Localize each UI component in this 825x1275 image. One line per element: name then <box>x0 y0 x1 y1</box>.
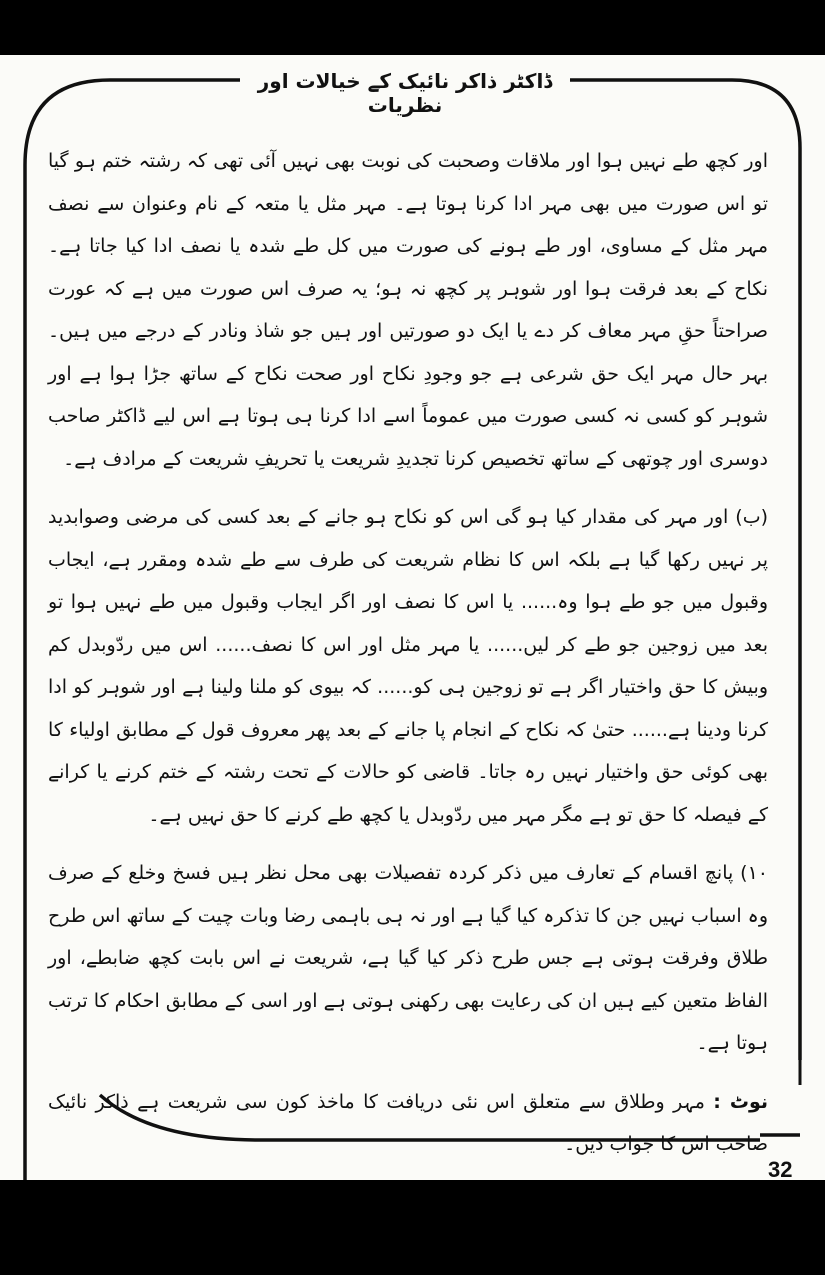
note-paragraph <box>48 1081 768 1166</box>
running-header: ڈاکٹر ذاکر نائیک کے خیالات اور نظریات <box>240 69 570 117</box>
note-label: نوٹ : <box>713 1090 768 1113</box>
paragraph-1: اور کچھ طے نہیں ہوا اور ملاقات وصحبت کی نوبت بھی نہیں آئی تھی کہ رشتہ ختم ہو گیا تو اس صورت میں بھی مہر ادا کرنا ہوتا ہے۔ مہر مثل یا متعہ کے نام وعنوان سے نصف مہر مثل کے مساوی، اور طے ہونے کی صورت میں کل طے شدہ یا نصف ادا کیا جاتا ہے۔ نکاح کے بعد فرقت ہوا اور شوہر پر کچھ نہ ہو؛ یہ صرف اس صورت میں ہے کہ عورت صراحتاً حقِ مہر معاف کر دے یا ایک دو صورتیں اور ہیں جو شاذ ونادر کے درجے میں ہیں۔ بہر حال مہر ایک حق شرعی ہے جو وجودِ نکاح اور صحت نکاح کے ساتھ جڑا ہوا ہے اور شوہر کو کسی نہ کسی صورت میں عموماً اسے ادا کرنا ہی ہوتا ہے اس لیے ڈاکٹر صاحب دوسری اور چوتھی کے ساتھ تخصیص کرنا تجدیدِ شریعت یا تحریفِ شریعت کے مرادف ہے۔ <box>48 150 768 470</box>
note-text: مہر وطلاق سے متعلق اس نئی دریافت کا ماخذ کون سی شریعت ہے ذاکر نائیک صاحب اس کا جواب دیں۔ <box>48 1090 768 1155</box>
page-body <box>48 140 768 1180</box>
page-number: 32 <box>768 1157 793 1180</box>
book-page <box>0 55 825 1180</box>
paragraph-3: ۱۰) پانچ اقسام کے تعارف میں ذکر کردہ تفصیلات بھی محل نظر ہیں فسخ وخلع کے صرف وہ اسباب نہیں جن کا تذکرہ کیا گیا ہے اور نہ ہی باہمی رضا وبات چیت کے ساتھ اس طرح طلاق وفرقت ہوتی ہے جس طرح ذکر کیا گیا ہے، شریعت نے اس بابت کچھ ضابطے، اور الفاظ متعین کیے ہیں ان کی رعایت بھی رکھنی ہوتی ہے اور اسی کے مطابق احکام کا ترتب ہوتا ہے۔ <box>48 862 768 1054</box>
paragraph-2: (ب) اور مہر کی مقدار کیا ہو گی اس کو نکاح ہو جانے کے بعد کسی کی مرضی وصوابدید پر نہیں رکھا گیا ہے بلکہ اس کا نظام شریعت کی طرف سے طے شدہ ومقرر ہے، ایجاب وقبول میں جو طے ہوا وہ...... یا اس کا نصف اور اگر ایجاب وقبول میں طے نہیں ہوا تو بعد میں زوجین جو طے کر لیں...... یا مہر مثل اور اس کا نصف...... اس میں ردّوبدل کم وبیش کا حق واختیار اگر ہے تو زوجین ہی کو...... کہ بیوی کو ملنا ولینا ہے اور شوہر کو ادا کرنا ودینا ہے...... حتیٰ کہ نکاح کے انجام پا جانے کے بعد پھر معروف قول کے مطابق اولیاء کا بھی کوئی حق واختیار نہیں رہ جاتا۔ قاضی کو حالات کے تحت رشتہ کے ختم کرنے یا کرانے کے فیصلہ کا حق تو ہے مگر مہر میں ردّوبدل یا کچھ طے کرنے کا حق نہیں ہے۔ <box>48 506 768 826</box>
